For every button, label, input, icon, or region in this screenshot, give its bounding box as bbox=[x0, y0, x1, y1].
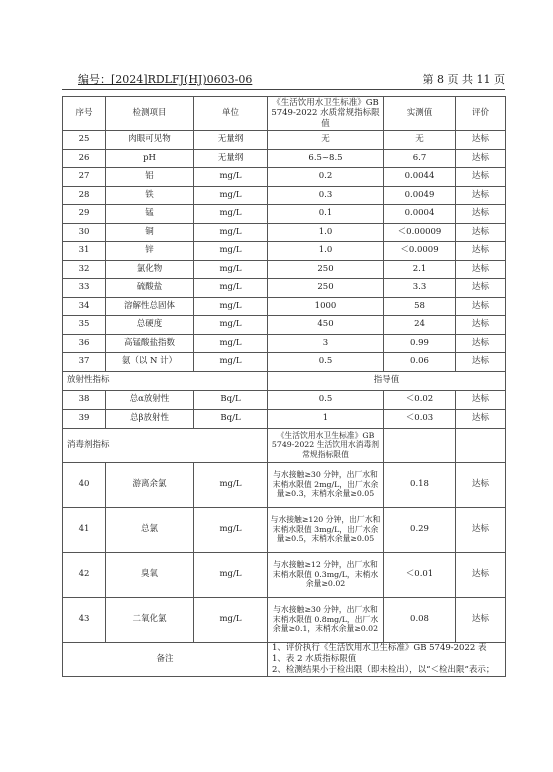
cell-item: 总β放射性 bbox=[106, 409, 194, 428]
cell-eval: 达标 bbox=[456, 353, 506, 372]
cell-limit: 6.5~8.5 bbox=[268, 149, 384, 168]
cell-limit: 450 bbox=[268, 316, 384, 335]
cell-unit: 无量纲 bbox=[194, 131, 268, 150]
cell-no: 35 bbox=[63, 316, 106, 335]
table-row bbox=[63, 462, 506, 507]
cell-no: 32 bbox=[63, 260, 106, 279]
cell-limit: 与水接触≥30 分钟，出厂水和末梢水限值 0.8mg/L，出厂水余量≥0.1，末梢水余量≥0.02 bbox=[268, 597, 384, 642]
cell-unit: mg/L bbox=[194, 316, 268, 335]
cell-unit: mg/L bbox=[194, 297, 268, 316]
table-row bbox=[63, 552, 506, 597]
cell-item: 二氧化氯 bbox=[106, 597, 194, 642]
section-row-radio bbox=[63, 371, 506, 390]
cell-no: 30 bbox=[63, 223, 106, 242]
cell-item: 铁 bbox=[106, 186, 194, 205]
cell-item: 肉眼可见物 bbox=[106, 131, 194, 150]
cell-unit: mg/L bbox=[194, 242, 268, 261]
cell-value: 3.3 bbox=[384, 279, 456, 298]
cell-limit: 与水接触≥12 分钟，出厂水和末梢水限值 0.3mg/L，末梢水余量≥0.02 bbox=[268, 552, 384, 597]
cell-no: 28 bbox=[63, 186, 106, 205]
table-row bbox=[63, 597, 506, 642]
remarks-label: 备注 bbox=[63, 642, 268, 676]
cell-eval: 达标 bbox=[456, 279, 506, 298]
cell-unit: mg/L bbox=[194, 279, 268, 298]
cell-eval: 达标 bbox=[456, 223, 506, 242]
cell-value: 0.0049 bbox=[384, 186, 456, 205]
cell-no: 29 bbox=[63, 205, 106, 224]
cell-unit: mg/L bbox=[194, 205, 268, 224]
col-header-unit: 单位 bbox=[194, 97, 268, 131]
table-row bbox=[63, 297, 506, 316]
cell-item: 臭氧 bbox=[106, 552, 194, 597]
cell-unit: mg/L bbox=[194, 353, 268, 372]
cell-item: 铝 bbox=[106, 168, 194, 187]
cell-limit: 0.2 bbox=[268, 168, 384, 187]
cell-value: ＜0.01 bbox=[384, 552, 456, 597]
cell-value: 2.1 bbox=[384, 260, 456, 279]
cell-eval: 达标 bbox=[456, 409, 506, 428]
cell-item: 氨（以 N 计） bbox=[106, 353, 194, 372]
cell-item: 铜 bbox=[106, 223, 194, 242]
cell-item: 游离余氯 bbox=[106, 462, 194, 507]
cell-item: 硫酸盐 bbox=[106, 279, 194, 298]
cell-item: 总α放射性 bbox=[106, 390, 194, 409]
cell-item: 锌 bbox=[106, 242, 194, 261]
cell-item: 溶解性总固体 bbox=[106, 297, 194, 316]
cell-value: 0.29 bbox=[384, 507, 456, 552]
cell-value: 0.0004 bbox=[384, 205, 456, 224]
cell-no: 36 bbox=[63, 334, 106, 353]
cell-value: 0.0044 bbox=[384, 168, 456, 187]
table-row bbox=[63, 409, 506, 428]
cell-eval: 达标 bbox=[456, 168, 506, 187]
cell-value: 0.06 bbox=[384, 353, 456, 372]
cell-value: 6.7 bbox=[384, 149, 456, 168]
cell-no: 40 bbox=[63, 462, 106, 507]
cell-limit: 1 bbox=[268, 409, 384, 428]
remarks-row bbox=[63, 642, 506, 676]
cell-no: 37 bbox=[63, 353, 106, 372]
cell-eval: 达标 bbox=[456, 462, 506, 507]
cell-eval: 达标 bbox=[456, 552, 506, 597]
cell-no: 33 bbox=[63, 279, 106, 298]
cell-unit: mg/L bbox=[194, 334, 268, 353]
table-row bbox=[63, 279, 506, 298]
table-row bbox=[63, 507, 506, 552]
cell-unit: mg/L bbox=[194, 507, 268, 552]
results-table bbox=[62, 96, 506, 677]
cell-eval: 达标 bbox=[456, 205, 506, 224]
cell-limit: 0.5 bbox=[268, 390, 384, 409]
cell-unit: 无量纲 bbox=[194, 149, 268, 168]
cell-value: 24 bbox=[384, 316, 456, 335]
cell-unit: mg/L bbox=[194, 552, 268, 597]
cell-no: 27 bbox=[63, 168, 106, 187]
cell-no: 39 bbox=[63, 409, 106, 428]
table-row bbox=[63, 168, 506, 187]
cell-no: 25 bbox=[63, 131, 106, 150]
cell-item: 锰 bbox=[106, 205, 194, 224]
table-row bbox=[63, 260, 506, 279]
cell-limit: 0.5 bbox=[268, 353, 384, 372]
cell-value: 0.08 bbox=[384, 597, 456, 642]
cell-limit: 无 bbox=[268, 131, 384, 150]
cell-eval: 达标 bbox=[456, 186, 506, 205]
table-header-row bbox=[63, 97, 506, 131]
cell-item: pH bbox=[106, 149, 194, 168]
table-row bbox=[63, 353, 506, 372]
col-header-value: 实测值 bbox=[384, 97, 456, 131]
cell-unit: Bq/L bbox=[194, 409, 268, 428]
table-row bbox=[63, 149, 506, 168]
cell-eval: 达标 bbox=[456, 260, 506, 279]
cell-unit: Bq/L bbox=[194, 390, 268, 409]
table-row bbox=[63, 390, 506, 409]
remarks-text bbox=[268, 642, 506, 676]
cell-no: 34 bbox=[63, 297, 106, 316]
section-title-disinfect: 消毒剂指标 bbox=[63, 428, 268, 462]
cell-value: 0.18 bbox=[384, 462, 456, 507]
cell-item: 氯化物 bbox=[106, 260, 194, 279]
cell-no: 42 bbox=[63, 552, 106, 597]
cell-limit: 0.3 bbox=[268, 186, 384, 205]
page-number: 第 8 页 共 11 页 bbox=[422, 73, 505, 86]
cell-eval: 达标 bbox=[456, 131, 506, 150]
remarks-line-2: 2、检测结果小于检出限（即未检出），以“＜检出限”表示； bbox=[272, 664, 495, 675]
cell-no: 31 bbox=[63, 242, 106, 261]
cell-eval: 达标 bbox=[456, 242, 506, 261]
table-row bbox=[63, 223, 506, 242]
cell-limit: 与水接触≥30 分钟，出厂水和末梢水限值 2mg/L，出厂水余量≥0.3，末梢水余量≥0.05 bbox=[268, 462, 384, 507]
cell-limit: 250 bbox=[268, 279, 384, 298]
cell-unit: mg/L bbox=[194, 168, 268, 187]
cell-no: 41 bbox=[63, 507, 106, 552]
cell-item: 总氯 bbox=[106, 507, 194, 552]
cell-value: ＜0.0009 bbox=[384, 242, 456, 261]
cell-no: 26 bbox=[63, 149, 106, 168]
cell-value: 58 bbox=[384, 297, 456, 316]
cell-value: 无 bbox=[384, 131, 456, 150]
cell-eval: 达标 bbox=[456, 334, 506, 353]
cell-eval: 达标 bbox=[456, 149, 506, 168]
section-row-disinfect bbox=[63, 428, 506, 462]
col-header-no: 序号 bbox=[63, 97, 106, 131]
cell-value: 0.99 bbox=[384, 334, 456, 353]
header-rule bbox=[62, 89, 505, 90]
cell-unit: mg/L bbox=[194, 223, 268, 242]
table-row bbox=[63, 242, 506, 261]
section-limit-radio: 指导值 bbox=[268, 371, 506, 390]
cell-eval: 达标 bbox=[456, 597, 506, 642]
col-header-limit: 《生活饮用水卫生标准》GB 5749-2022 水质常规指标限值 bbox=[268, 97, 384, 131]
cell-limit: 3 bbox=[268, 334, 384, 353]
cell-eval: 达标 bbox=[456, 316, 506, 335]
cell-limit: 0.1 bbox=[268, 205, 384, 224]
cell-limit: 与水接触≥120 分钟，出厂水和末梢水限值 3mg/L，出厂水余量≥0.5，末梢水余量≥0.05 bbox=[268, 507, 384, 552]
cell-no: 38 bbox=[63, 390, 106, 409]
cell-item: 总硬度 bbox=[106, 316, 194, 335]
col-header-item: 检测项目 bbox=[106, 97, 194, 131]
cell-value: ＜0.02 bbox=[384, 390, 456, 409]
cell-item: 高锰酸盐指数 bbox=[106, 334, 194, 353]
document-number: 编号：[2024]RDLFJ(HJ)0603-06 bbox=[78, 73, 253, 86]
section-limit-disinfect: 《生活饮用水卫生标准》GB 5749-2022 生活饮用水消毒剂常规指标限值 bbox=[268, 428, 384, 462]
cell-no: 43 bbox=[63, 597, 106, 642]
cell-eval: 达标 bbox=[456, 507, 506, 552]
cell-limit: 1.0 bbox=[268, 223, 384, 242]
table-row bbox=[63, 316, 506, 335]
cell-limit: 250 bbox=[268, 260, 384, 279]
cell-value: ＜0.00009 bbox=[384, 223, 456, 242]
col-header-eval: 评价 bbox=[456, 97, 506, 131]
cell-eval: 达标 bbox=[456, 297, 506, 316]
cell-eval: 达标 bbox=[456, 390, 506, 409]
cell-limit: 1000 bbox=[268, 297, 384, 316]
cell-unit: mg/L bbox=[194, 462, 268, 507]
table-row bbox=[63, 205, 506, 224]
cell-value: ＜0.03 bbox=[384, 409, 456, 428]
section-title-radio: 放射性指标 bbox=[63, 371, 268, 390]
table-row bbox=[63, 334, 506, 353]
table-row bbox=[63, 131, 506, 150]
cell-limit: 1.0 bbox=[268, 242, 384, 261]
cell-unit: mg/L bbox=[194, 260, 268, 279]
table-row bbox=[63, 186, 506, 205]
page-header bbox=[78, 71, 505, 87]
cell-unit: mg/L bbox=[194, 186, 268, 205]
remarks-line-1: 1、评价执行《生活饮用水卫生标准》GB 5749-2022 表 1、表 2 水质指标限值 bbox=[272, 642, 487, 664]
cell-unit: mg/L bbox=[194, 597, 268, 642]
